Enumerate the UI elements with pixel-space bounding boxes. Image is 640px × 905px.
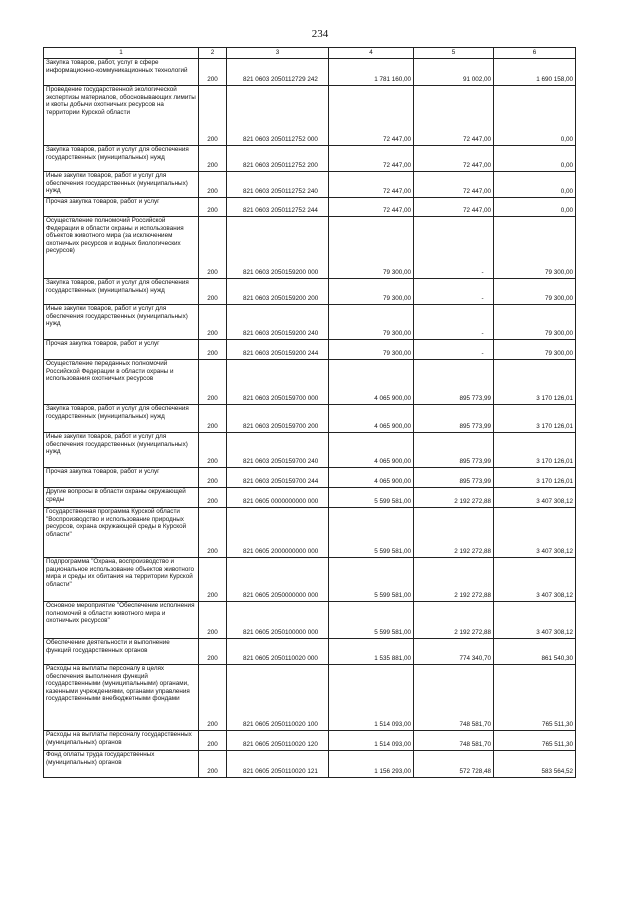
- table-row: [44, 217, 576, 279]
- row-name-cell: Обеспечение деятельности и выполнение функций государственных органов: [44, 639, 199, 665]
- page-number: 234: [311, 28, 329, 40]
- row-approved-cell: 4 065 900,00: [329, 468, 414, 488]
- row-remaining-cell: 79 300,00: [494, 305, 576, 340]
- row-approved-cell: 4 065 900,00: [329, 360, 414, 405]
- row-classifier-cell: 821 0603 2050112729 242: [227, 59, 329, 86]
- row-remaining-cell: 1 690 158,00: [494, 59, 576, 86]
- table-row: [44, 146, 576, 172]
- row-code-cell: 200: [199, 508, 227, 558]
- row-name-cell: Закупка товаров, работ и услуг для обеспечения государственных (муниципальных) нужд: [44, 405, 199, 433]
- row-remaining-cell: 765 511,30: [494, 665, 576, 731]
- row-classifier-cell: 821 0605 2050110020 121: [227, 751, 329, 778]
- row-name-cell: Прочая закупка товаров, работ и услуг: [44, 198, 199, 217]
- row-code-cell: 200: [199, 279, 227, 305]
- row-name-cell: Закупка товаров, работ и услуг для обеспечения государственных (муниципальных) нужд: [44, 279, 199, 305]
- row-remaining-cell: 3 407 308,12: [494, 558, 576, 602]
- row-approved-cell: 72 447,00: [329, 198, 414, 217]
- row-name-cell: Иные закупки товаров, работ и услуг для обеспечения государственных (муниципальных) нужд: [44, 305, 199, 340]
- row-classifier-cell: 821 0603 2050159200 240: [227, 305, 329, 340]
- row-approved-cell: 79 300,00: [329, 340, 414, 360]
- row-executed-cell: 895 773,99: [414, 405, 494, 433]
- row-classifier-cell: 821 0603 2050112752 000: [227, 86, 329, 146]
- table-row: [44, 468, 576, 488]
- table-row: [44, 198, 576, 217]
- row-code-cell: 200: [199, 488, 227, 508]
- row-executed-cell: 2 192 272,88: [414, 558, 494, 602]
- table-body: [44, 59, 576, 778]
- row-classifier-cell: 821 0605 2050110020 120: [227, 731, 329, 751]
- row-approved-cell: 1 514 093,00: [329, 665, 414, 731]
- row-classifier-cell: 821 0605 2000000000 000: [227, 508, 329, 558]
- table-row: [44, 751, 576, 778]
- row-executed-cell: 572 728,48: [414, 751, 494, 778]
- table-row: [44, 508, 576, 558]
- budget-table: [43, 47, 576, 778]
- row-approved-cell: 5 599 581,00: [329, 488, 414, 508]
- row-remaining-cell: 3 407 308,12: [494, 602, 576, 639]
- row-approved-cell: 4 065 900,00: [329, 405, 414, 433]
- table-row: [44, 86, 576, 146]
- row-approved-cell: 79 300,00: [329, 217, 414, 279]
- row-executed-cell: 72 447,00: [414, 198, 494, 217]
- row-approved-cell: 1 781 160,00: [329, 59, 414, 86]
- row-code-cell: 200: [199, 751, 227, 778]
- row-approved-cell: 1 156 293,00: [329, 751, 414, 778]
- row-remaining-cell: 765 511,30: [494, 731, 576, 751]
- row-remaining-cell: 0,00: [494, 146, 576, 172]
- row-code-cell: 200: [199, 639, 227, 665]
- table-row: [44, 172, 576, 198]
- row-executed-cell: 72 447,00: [414, 146, 494, 172]
- row-name-cell: Фонд оплаты труда государственных (муниципальных) органов: [44, 751, 199, 778]
- row-executed-cell: 2 192 272,88: [414, 602, 494, 639]
- row-approved-cell: 72 447,00: [329, 86, 414, 146]
- row-code-cell: 200: [199, 468, 227, 488]
- row-name-cell: Прочая закупка товаров, работ и услуг: [44, 468, 199, 488]
- row-name-cell: Расходы на выплаты персоналу в целях обеспечения выполнения функций государственными (муниципальными) органами, казенными учреждениями, органами управления государственными внебюджетными фондами: [44, 665, 199, 731]
- row-executed-cell: 748 581,70: [414, 665, 494, 731]
- row-classifier-cell: 821 0605 0000000000 000: [227, 488, 329, 508]
- row-code-cell: 200: [199, 305, 227, 340]
- row-executed-cell: 895 773,99: [414, 360, 494, 405]
- row-classifier-cell: 821 0603 2050159200 244: [227, 340, 329, 360]
- header-cell: 3: [227, 48, 329, 59]
- table-row: [44, 639, 576, 665]
- row-remaining-cell: 861 540,30: [494, 639, 576, 665]
- row-code-cell: 200: [199, 433, 227, 468]
- row-code-cell: 200: [199, 172, 227, 198]
- table-row: [44, 340, 576, 360]
- header-cell: 6: [494, 48, 576, 59]
- row-classifier-cell: 821 0603 2050159700 244: [227, 468, 329, 488]
- row-name-cell: Проведение государственной экологической экспертизы материалов, обосновывающих лимиты и квоты добычи охотничьих ресурсов на территории Курской области: [44, 86, 199, 146]
- row-classifier-cell: 821 0603 2050112752 244: [227, 198, 329, 217]
- row-code-cell: 200: [199, 360, 227, 405]
- row-executed-cell: -: [414, 217, 494, 279]
- row-remaining-cell: 0,00: [494, 172, 576, 198]
- row-remaining-cell: 0,00: [494, 198, 576, 217]
- row-code-cell: 200: [199, 405, 227, 433]
- row-classifier-cell: 821 0603 2050112752 200: [227, 146, 329, 172]
- header-cell: 1: [44, 48, 199, 59]
- row-remaining-cell: 79 300,00: [494, 217, 576, 279]
- row-classifier-cell: 821 0603 2050159700 200: [227, 405, 329, 433]
- row-code-cell: 200: [199, 217, 227, 279]
- table-row: [44, 665, 576, 731]
- row-remaining-cell: 79 300,00: [494, 279, 576, 305]
- row-executed-cell: 2 192 272,88: [414, 508, 494, 558]
- row-approved-cell: 5 599 581,00: [329, 602, 414, 639]
- row-name-cell: Иные закупки товаров, работ и услуг для обеспечения государственных (муниципальных) нужд: [44, 172, 199, 198]
- row-remaining-cell: 3 407 308,12: [494, 488, 576, 508]
- row-code-cell: 200: [199, 146, 227, 172]
- header-cell: 5: [414, 48, 494, 59]
- row-approved-cell: 1 514 093,00: [329, 731, 414, 751]
- row-name-cell: Иные закупки товаров, работ и услуг для обеспечения государственных (муниципальных) нужд: [44, 433, 199, 468]
- row-executed-cell: -: [414, 340, 494, 360]
- row-code-cell: 200: [199, 59, 227, 86]
- table-row: [44, 433, 576, 468]
- table-row: [44, 279, 576, 305]
- row-classifier-cell: 821 0605 2050110020 000: [227, 639, 329, 665]
- table-row: [44, 59, 576, 86]
- row-classifier-cell: 821 0603 2050159200 200: [227, 279, 329, 305]
- row-remaining-cell: 583 564,52: [494, 751, 576, 778]
- table-row: [44, 488, 576, 508]
- row-remaining-cell: 3 170 126,01: [494, 360, 576, 405]
- table-row: [44, 558, 576, 602]
- header-cell: 4: [329, 48, 414, 59]
- row-approved-cell: 79 300,00: [329, 279, 414, 305]
- table-row: [44, 731, 576, 751]
- row-name-cell: Закупка товаров, работ, услуг в сфере информационно-коммуникационных технологий: [44, 59, 199, 86]
- row-executed-cell: -: [414, 279, 494, 305]
- row-name-cell: Осуществление полномочий Российской Федерации в области охраны и использования объектов животного мира (за исключением охотничьих ресурсов и водных биологических ресурсов): [44, 217, 199, 279]
- row-approved-cell: 1 535 881,00: [329, 639, 414, 665]
- row-classifier-cell: 821 0605 2050000000 000: [227, 558, 329, 602]
- row-approved-cell: 79 300,00: [329, 305, 414, 340]
- row-executed-cell: 72 447,00: [414, 172, 494, 198]
- row-approved-cell: 72 447,00: [329, 172, 414, 198]
- row-remaining-cell: 3 170 126,01: [494, 468, 576, 488]
- table-row: [44, 305, 576, 340]
- row-approved-cell: 72 447,00: [329, 146, 414, 172]
- header-cell: 2: [199, 48, 227, 59]
- row-name-cell: Закупка товаров, работ и услуг для обеспечения государственных (муниципальных) нужд: [44, 146, 199, 172]
- row-code-cell: 200: [199, 558, 227, 602]
- row-name-cell: Подпрограмма "Охрана, воспроизводство и рациональное использование объектов животного мира и среды их обитания на территории Курской области": [44, 558, 199, 602]
- row-remaining-cell: 0,00: [494, 86, 576, 146]
- row-executed-cell: 91 002,00: [414, 59, 494, 86]
- row-remaining-cell: 3 407 308,12: [494, 508, 576, 558]
- row-code-cell: 200: [199, 731, 227, 751]
- row-executed-cell: 774 340,70: [414, 639, 494, 665]
- row-code-cell: 200: [199, 602, 227, 639]
- table-row: [44, 602, 576, 639]
- row-classifier-cell: 821 0605 2050110020 100: [227, 665, 329, 731]
- row-executed-cell: 895 773,99: [414, 433, 494, 468]
- row-executed-cell: -: [414, 305, 494, 340]
- row-name-cell: Основное мероприятие "Обеспечение исполнения полномочий в области животного мира и охотничьих ресурсов": [44, 602, 199, 639]
- row-executed-cell: 895 773,99: [414, 468, 494, 488]
- table-row: [44, 405, 576, 433]
- row-code-cell: 200: [199, 86, 227, 146]
- row-classifier-cell: 821 0603 2050159200 000: [227, 217, 329, 279]
- row-approved-cell: 5 599 581,00: [329, 508, 414, 558]
- row-remaining-cell: 79 300,00: [494, 340, 576, 360]
- row-name-cell: Расходы на выплаты персоналу государственных (муниципальных) органов: [44, 731, 199, 751]
- row-name-cell: Государственная программа Курской области "Воспроизводство и использование природных ресурсов, охрана окружающей среды в Курской области": [44, 508, 199, 558]
- row-remaining-cell: 3 170 126,01: [494, 433, 576, 468]
- row-name-cell: Осуществление переданных полномочий Российской Федерации в области охраны и использования охотничьих ресурсов: [44, 360, 199, 405]
- row-classifier-cell: 821 0603 2050159700 240: [227, 433, 329, 468]
- row-code-cell: 200: [199, 665, 227, 731]
- row-executed-cell: 72 447,00: [414, 86, 494, 146]
- row-approved-cell: 5 599 581,00: [329, 558, 414, 602]
- header-row: [44, 48, 576, 59]
- row-code-cell: 200: [199, 340, 227, 360]
- row-approved-cell: 4 065 900,00: [329, 433, 414, 468]
- row-name-cell: Прочая закупка товаров, работ и услуг: [44, 340, 199, 360]
- row-remaining-cell: 3 170 126,01: [494, 405, 576, 433]
- table-row: [44, 360, 576, 405]
- row-executed-cell: 748 581,70: [414, 731, 494, 751]
- row-executed-cell: 2 192 272,88: [414, 488, 494, 508]
- row-code-cell: 200: [199, 198, 227, 217]
- row-classifier-cell: 821 0603 2050159700 000: [227, 360, 329, 405]
- row-classifier-cell: 821 0603 2050112752 240: [227, 172, 329, 198]
- row-classifier-cell: 821 0605 2050100000 000: [227, 602, 329, 639]
- row-name-cell: Другие вопросы в области охраны окружающей среды: [44, 488, 199, 508]
